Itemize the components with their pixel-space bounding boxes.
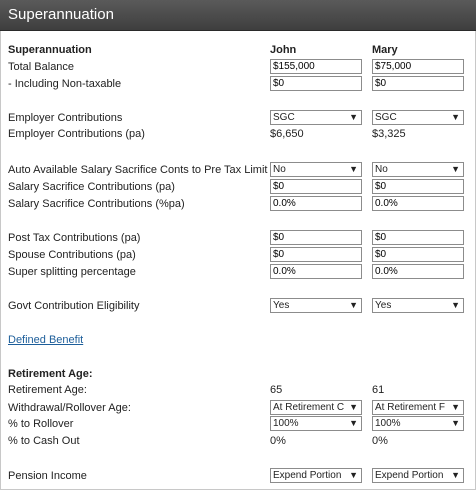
pct-rollover-label: % to Rollover	[8, 418, 74, 430]
withdrawal-age-label: Withdrawal/Rollover Age:	[8, 402, 131, 414]
post-tax-mary-input[interactable]	[372, 230, 464, 245]
chevron-down-icon: ▼	[451, 418, 460, 428]
retirement-age-mary: 61	[372, 384, 385, 396]
spouse-contributions-mary-input[interactable]	[372, 247, 464, 262]
chevron-down-icon: ▼	[451, 112, 460, 122]
select-value: Yes	[273, 300, 290, 311]
pension-income-mary-select[interactable]	[372, 468, 464, 483]
spouse-contributions-row	[0, 247, 476, 263]
post-tax-row	[0, 230, 476, 246]
pension-income-label: Pension Income	[8, 470, 87, 482]
salary-sacrifice-pct-john-input[interactable]	[270, 196, 362, 211]
pension-income-john-select[interactable]	[270, 468, 362, 483]
total-balance-label: Total Balance	[8, 61, 75, 73]
defined-benefit-row	[0, 332, 476, 348]
govt-contribution-john-select[interactable]	[270, 298, 362, 313]
chevron-down-icon: ▼	[349, 112, 358, 122]
retirement-section-row	[0, 366, 476, 382]
auto-salary-sacrifice-label: Auto Available Salary Sacrifice Conts to Pre Tax Limit	[8, 164, 268, 176]
employer-contributions-pa-mary: $3,325	[372, 128, 406, 140]
super-splitting-mary-input[interactable]	[372, 264, 464, 279]
window-title: Superannuation	[8, 6, 114, 23]
withdrawal-age-john-select[interactable]	[270, 400, 362, 415]
defined-benefit-link[interactable]: Defined Benefit	[8, 334, 84, 346]
chevron-down-icon: ▼	[451, 300, 460, 310]
salary-sacrifice-pa-mary-input[interactable]	[372, 179, 464, 194]
employer-contributions-pa-row	[0, 126, 476, 142]
total-balance-row	[0, 59, 476, 75]
non-taxable-john-input[interactable]	[270, 76, 362, 91]
salary-sacrifice-pct-mary-input[interactable]	[372, 196, 464, 211]
total-balance-mary-input[interactable]	[372, 59, 464, 74]
select-value: SGC	[375, 112, 397, 123]
spouse-contributions-label: Spouse Contributions (pa)	[8, 249, 136, 261]
salary-sacrifice-pa-john-input[interactable]	[270, 179, 362, 194]
withdrawal-age-mary-select[interactable]	[372, 400, 464, 415]
select-value: Yes	[375, 300, 392, 311]
john-column-header: John	[270, 44, 297, 56]
employer-contributions-pa-label: Employer Contributions (pa)	[8, 128, 145, 140]
total-balance-john-input[interactable]	[270, 59, 362, 74]
pct-rollover-mary-select[interactable]	[372, 416, 464, 431]
spouse-contributions-john-input[interactable]	[270, 247, 362, 262]
select-value: 100%	[273, 418, 299, 429]
chevron-down-icon: ▼	[349, 418, 358, 428]
select-value: Expend Portion	[273, 470, 342, 481]
chevron-down-icon: ▼	[349, 164, 358, 174]
withdrawal-age-row	[0, 400, 476, 416]
pct-cashout-row	[0, 433, 476, 449]
chevron-down-icon: ▼	[349, 402, 358, 412]
pct-rollover-john-select[interactable]	[270, 416, 362, 431]
select-value: Expend Portion	[375, 470, 444, 481]
retirement-age-row	[0, 382, 476, 398]
select-value: No	[273, 164, 286, 175]
govt-contribution-label: Govt Contribution Eligibility	[8, 300, 140, 312]
salary-sacrifice-pct-row	[0, 196, 476, 212]
auto-salary-sacrifice-john-select[interactable]	[270, 162, 362, 177]
govt-contribution-mary-select[interactable]	[372, 298, 464, 313]
pct-rollover-row	[0, 416, 476, 432]
super-splitting-john-input[interactable]	[270, 264, 362, 279]
header-row	[0, 42, 476, 58]
salary-sacrifice-pct-label: Salary Sacrifice Contributions (%pa)	[8, 198, 185, 210]
employer-contributions-label: Employer Contributions	[8, 112, 123, 124]
super-splitting-label: Super splitting percentage	[8, 266, 136, 278]
pct-cashout-mary: 0%	[372, 435, 388, 447]
post-tax-label: Post Tax Contributions (pa)	[8, 232, 141, 244]
retirement-section-heading: Retirement Age:	[8, 368, 93, 380]
select-value: At Retirement F	[375, 402, 446, 413]
pension-income-row	[0, 468, 476, 484]
employer-contributions-pa-john: $6,650	[270, 128, 304, 140]
employer-contributions-john-select[interactable]	[270, 110, 362, 125]
pct-cashout-label: % to Cash Out	[8, 435, 80, 447]
chevron-down-icon: ▼	[451, 470, 460, 480]
chevron-down-icon: ▼	[349, 470, 358, 480]
salary-sacrifice-pa-label: Salary Sacrifice Contributions (pa)	[8, 181, 175, 193]
post-tax-john-input[interactable]	[270, 230, 362, 245]
govt-contribution-row	[0, 298, 476, 314]
retirement-age-label: Retirement Age:	[8, 384, 87, 396]
chevron-down-icon: ▼	[451, 402, 460, 412]
select-value: No	[375, 164, 388, 175]
select-value: At Retirement C	[273, 402, 345, 413]
section-title: Superannuation	[8, 44, 92, 56]
pct-cashout-john: 0%	[270, 435, 286, 447]
non-taxable-row	[0, 76, 476, 92]
non-taxable-label: - Including Non-taxable	[8, 78, 122, 90]
mary-column-header: Mary	[372, 44, 398, 56]
chevron-down-icon: ▼	[349, 300, 358, 310]
chevron-down-icon: ▼	[451, 164, 460, 174]
select-value: 100%	[375, 418, 401, 429]
title-bar	[0, 0, 476, 31]
salary-sacrifice-pa-row	[0, 179, 476, 195]
employer-contributions-mary-select[interactable]	[372, 110, 464, 125]
super-splitting-row	[0, 264, 476, 280]
auto-salary-sacrifice-row	[0, 162, 476, 178]
employer-contributions-row	[0, 110, 476, 126]
retirement-age-john: 65	[270, 384, 283, 396]
non-taxable-mary-input[interactable]	[372, 76, 464, 91]
select-value: SGC	[273, 112, 295, 123]
auto-salary-sacrifice-mary-select[interactable]	[372, 162, 464, 177]
